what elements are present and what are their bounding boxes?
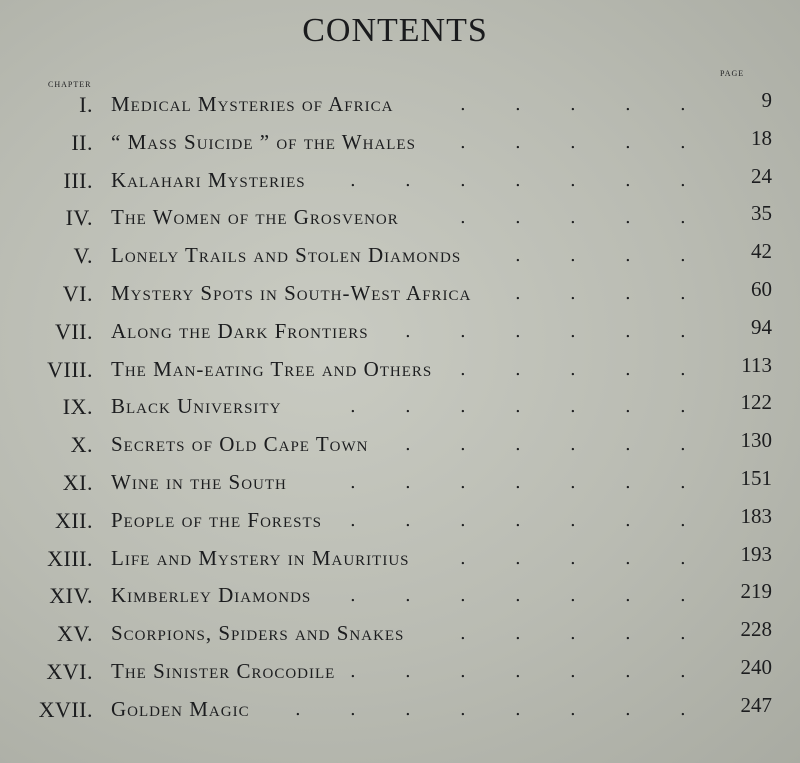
leader-dot: . [680, 396, 686, 418]
leader-dot: . [515, 660, 521, 682]
toc-entry [0, 160, 800, 198]
page-number: 130 [740, 428, 772, 453]
leader-dot: . [625, 282, 631, 304]
leader-dot: . [405, 169, 411, 191]
leader-dot: . [515, 320, 521, 342]
page-number: 122 [740, 390, 772, 415]
leader-dot: . [570, 207, 576, 229]
toc-entry [0, 273, 800, 311]
leader-dot: . [570, 320, 576, 342]
page-number: 35 [751, 201, 772, 226]
leader-dot: . [570, 509, 576, 531]
leader-dot: . [570, 623, 576, 645]
chapter-title: Lonely Trails and Stolen Diamonds [111, 243, 462, 268]
page-number: 18 [751, 125, 772, 150]
chapter-title: Secrets of Old Cape Town [111, 432, 369, 457]
leader-dot: . [460, 547, 466, 569]
leader-dot: . [680, 245, 686, 267]
page-number: 60 [751, 276, 772, 301]
chapter-title: Golden Magic [111, 696, 250, 721]
chapter-number: VII. [54, 318, 93, 344]
leader-dot: . [625, 396, 631, 418]
leader-dot: . [350, 585, 356, 607]
leader-dot: . [625, 358, 631, 380]
toc-entry [0, 500, 800, 538]
chapter-number: XIV. [49, 583, 93, 609]
leader-dot: . [570, 358, 576, 380]
leader-dot: . [350, 169, 356, 191]
leader-dot: . [570, 434, 576, 456]
leader-dot: . [680, 585, 686, 607]
leader-dot: . [680, 131, 686, 153]
page-number: 94 [751, 314, 772, 339]
leader-dot: . [625, 434, 631, 456]
leader-dot: . [460, 320, 466, 342]
chapter-number: XII. [54, 507, 93, 533]
leader-dot: . [515, 396, 521, 418]
leader-dot: . [570, 396, 576, 418]
leader-dot: . [570, 245, 576, 267]
leader-dot: . [460, 434, 466, 456]
chapter-number: XVI. [46, 658, 93, 684]
page-number: 240 [740, 654, 772, 679]
toc-entry [0, 575, 800, 613]
leader-dot: . [460, 623, 466, 645]
leader-dot: . [350, 509, 356, 531]
chapter-number: III. [63, 167, 93, 193]
leader-dot: . [460, 471, 466, 493]
toc-entry [0, 84, 800, 122]
chapter-number: VIII. [47, 356, 93, 382]
toc-entry [0, 424, 800, 462]
leader-dot: . [680, 547, 686, 569]
leader-dot: . [405, 434, 411, 456]
leader-dot: . [405, 585, 411, 607]
leader-dot: . [515, 623, 521, 645]
chapter-number: IV. [65, 205, 93, 231]
leader-dot: . [460, 585, 466, 607]
chapter-title: Wine in the South [111, 469, 287, 494]
chapter-title: “ Mass Suicide ” of the Whales [111, 129, 416, 154]
leader-dot: . [625, 471, 631, 493]
page-number: 151 [740, 465, 772, 490]
toc-entry [0, 349, 800, 387]
leader-dot: . [625, 245, 631, 267]
leader-dot: . [460, 396, 466, 418]
toc-entry [0, 311, 800, 349]
chapter-title: Mystery Spots in South-West Africa [111, 280, 472, 305]
leader-dot: . [625, 585, 631, 607]
leader-dot: . [570, 131, 576, 153]
page-number: 193 [740, 541, 772, 566]
toc-entry [0, 386, 800, 424]
leader-dot: . [295, 698, 301, 720]
leader-dot: . [515, 471, 521, 493]
chapter-title: Scorpions, Spiders and Snakes [111, 621, 405, 646]
leader-dot: . [625, 207, 631, 229]
page-number: 42 [751, 239, 772, 264]
leader-dot: . [625, 623, 631, 645]
leader-dot: . [460, 698, 466, 720]
leader-dot: . [405, 698, 411, 720]
toc-entry [0, 651, 800, 689]
leader-dot: . [680, 358, 686, 380]
leader-dot: . [515, 547, 521, 569]
leader-dot: . [680, 169, 686, 191]
leader-dot: . [350, 396, 356, 418]
page-number: 24 [751, 163, 772, 188]
leader-dot: . [460, 358, 466, 380]
leader-dot: . [515, 131, 521, 153]
leader-dot: . [515, 509, 521, 531]
leader-dot: . [460, 207, 466, 229]
chapter-number: I. [79, 92, 93, 117]
chapter-title: Kimberley Diamonds [111, 583, 312, 608]
chapter-column-label: CHAPTER [48, 80, 92, 89]
leader-dot: . [680, 509, 686, 531]
leader-dot: . [515, 585, 521, 607]
leader-dot: . [570, 585, 576, 607]
chapter-title: Black University [111, 394, 282, 419]
leader-dot: . [515, 698, 521, 720]
chapter-number: X. [70, 432, 93, 458]
chapter-number: II. [71, 129, 93, 155]
leader-dot: . [570, 660, 576, 682]
leader-dot: . [515, 169, 521, 191]
page-number: 247 [740, 692, 772, 717]
leader-dot: . [680, 471, 686, 493]
leader-dot: . [570, 169, 576, 191]
leader-dot: . [625, 547, 631, 569]
page-number: 228 [740, 617, 772, 642]
chapter-title: The Sinister Crocodile [111, 658, 336, 683]
toc-entry [0, 462, 800, 500]
leader-dot: . [680, 320, 686, 342]
leader-dot: . [405, 660, 411, 682]
leader-dot: . [460, 131, 466, 153]
toc-entry [0, 613, 800, 651]
leader-dot: . [625, 131, 631, 153]
leader-dot: . [570, 471, 576, 493]
leader-dot: . [405, 471, 411, 493]
leader-dot: . [570, 547, 576, 569]
chapter-title: Along the Dark Frontiers [111, 318, 369, 343]
chapter-title: The Man-eating Tree and Others [111, 356, 433, 381]
leader-dot: . [515, 94, 521, 115]
chapter-title: Kalahari Mysteries [111, 167, 306, 192]
leader-dot: . [515, 434, 521, 456]
chapter-number: XVII. [38, 696, 93, 722]
leader-dot: . [515, 245, 521, 267]
leader-dot: . [625, 698, 631, 720]
leader-dot: . [680, 434, 686, 456]
toc-entry [0, 122, 800, 160]
leader-dot: . [350, 471, 356, 493]
page-number: 183 [740, 503, 772, 528]
toc-entry [0, 235, 800, 273]
leader-dot: . [570, 698, 576, 720]
leader-dot: . [460, 509, 466, 531]
leader-dot: . [460, 94, 466, 115]
leader-dot: . [625, 94, 631, 115]
leader-dot: . [680, 207, 686, 229]
leader-dot: . [570, 94, 576, 115]
chapter-title: Life and Mystery in Mauritius [111, 545, 410, 570]
leader-dot: . [515, 282, 521, 304]
page-number: 113 [741, 352, 772, 377]
leader-dot: . [570, 282, 576, 304]
chapter-title: People of the Forests [111, 507, 322, 532]
chapter-title: Medical Mysteries of Africa [111, 92, 394, 116]
leader-dot: . [680, 282, 686, 304]
leader-dot: . [680, 94, 686, 115]
chapter-title: The Women of the Grosvenor [111, 205, 399, 230]
leader-dot: . [405, 509, 411, 531]
leader-dot: . [460, 169, 466, 191]
page-column-label: PAGE [720, 69, 745, 78]
leader-dot: . [625, 169, 631, 191]
chapter-number: V. [73, 243, 93, 269]
page-number: 219 [740, 579, 772, 604]
leader-dot: . [405, 320, 411, 342]
toc-entry [0, 197, 800, 235]
table-of-contents [0, 84, 800, 727]
leader-dot: . [680, 698, 686, 720]
chapter-number: XV. [57, 621, 93, 647]
page-title: CONTENTS [302, 12, 488, 49]
leader-dot: . [350, 660, 356, 682]
leader-dot: . [405, 396, 411, 418]
leader-dot: . [625, 660, 631, 682]
leader-dot: . [625, 320, 631, 342]
chapter-number: XIII. [47, 545, 93, 571]
leader-dot: . [515, 207, 521, 229]
leader-dot: . [625, 509, 631, 531]
page-number: 9 [761, 88, 772, 112]
chapter-number: XI. [62, 469, 93, 495]
toc-entry [0, 538, 800, 576]
leader-dot: . [350, 698, 356, 720]
leader-dot: . [515, 358, 521, 380]
toc-entry [0, 689, 800, 727]
leader-dot: . [680, 660, 686, 682]
chapter-number: VI. [62, 280, 93, 306]
leader-dot: . [680, 623, 686, 645]
leader-dot: . [460, 660, 466, 682]
chapter-number: IX. [62, 394, 93, 420]
